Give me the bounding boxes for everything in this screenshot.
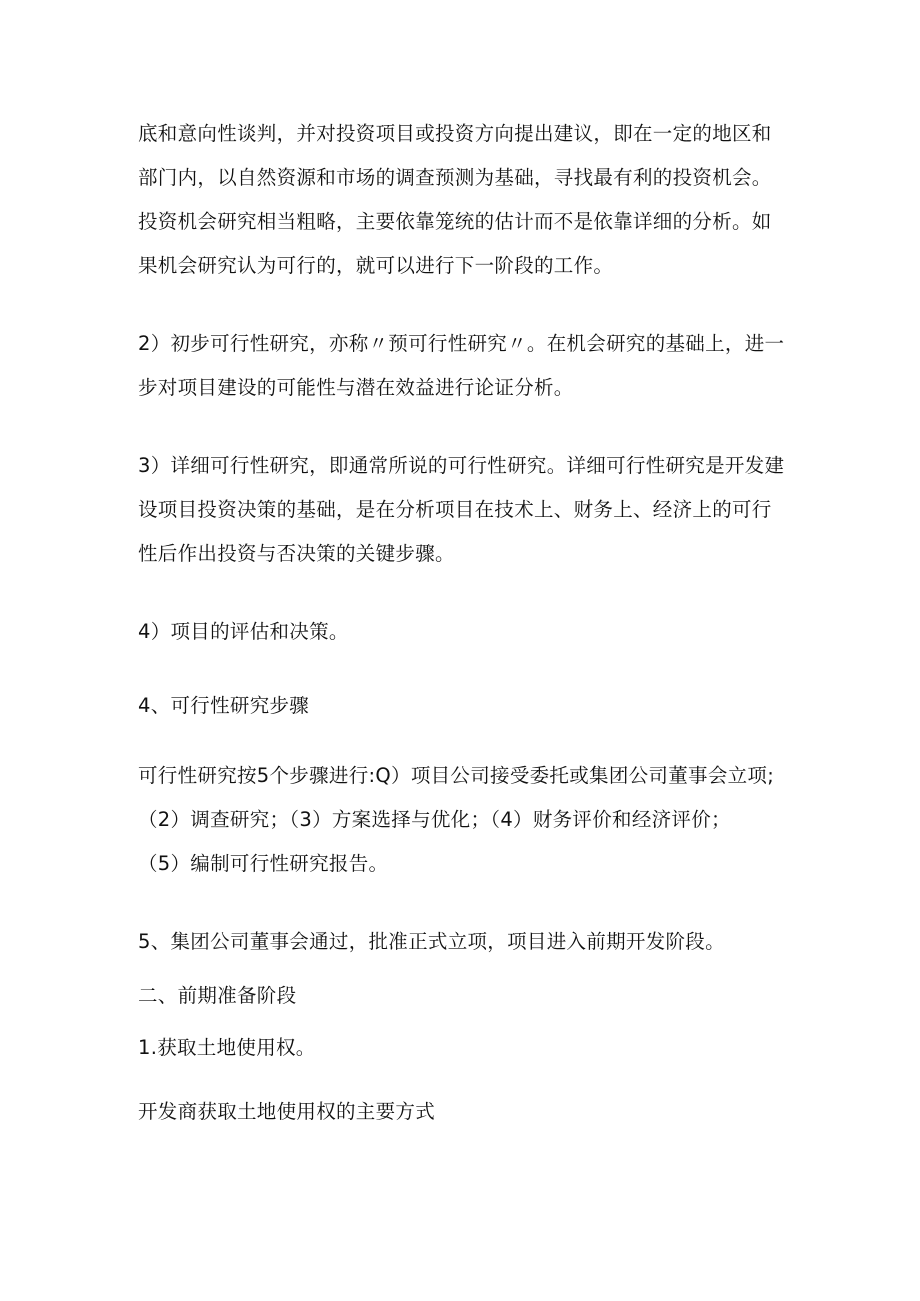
paragraph-line-5: 2）初步可行性研究，亦称〃预可行性研究〃。在机会研究的基础上，进一 xyxy=(138,332,785,355)
paragraph-line-3: 投资机会研究相当粗略，主要依靠笼统的估计而不是依靠详细的分析。如 xyxy=(138,210,772,233)
paragraph-line-2: 部门内，以自然资源和市场的调查预测为基础，寻找最有利的投资机会。 xyxy=(138,166,772,189)
paragraph-line-6: 步对项目建设的可能性与潜在效益进行论证分析。 xyxy=(138,376,574,399)
paragraph-line-12: 可行性研究按5个步骤进行:Q）项目公司接受委托或集团公司董事会立项; xyxy=(138,764,775,787)
paragraph-line-14: （5）编制可行性研究报告。 xyxy=(138,852,389,875)
paragraph-line-4: 果机会研究认为可行的，就可以进行下一阶段的工作。 xyxy=(138,254,614,277)
subsection-heading-1: 1.获取土地使用权。 xyxy=(138,1036,316,1059)
paragraph-line-15: 5、集团公司董事会通过，批准正式立项，项目进入前期开发阶段。 xyxy=(138,930,725,953)
section-heading-4: 4、可行性研究步骤 xyxy=(138,694,310,717)
paragraph-line-9: 性后作出投资与否决策的关键步骤。 xyxy=(138,542,455,565)
paragraph-line-8: 设项目投资决策的基础，是在分析项目在技术上、财务上、经济上的可行 xyxy=(138,498,772,521)
paragraph-line-1: 底和意向性谈判，并对投资项目或投资方向提出建议，即在一定的地区和 xyxy=(138,122,772,145)
paragraph-line-7: 3）详细可行性研究，即通常所说的可行性研究。详细可行性研究是开发建 xyxy=(138,454,785,477)
paragraph-line-18: 开发商获取土地使用权的主要方式 xyxy=(138,1100,436,1123)
paragraph-line-13: （2）调查研究；（3）方案选择与优化；（4）财务评价和经济评价； xyxy=(138,808,731,831)
section-heading-2: 二、前期准备阶段 xyxy=(138,984,297,1007)
paragraph-line-10: 4）项目的评估和决策。 xyxy=(138,620,349,643)
